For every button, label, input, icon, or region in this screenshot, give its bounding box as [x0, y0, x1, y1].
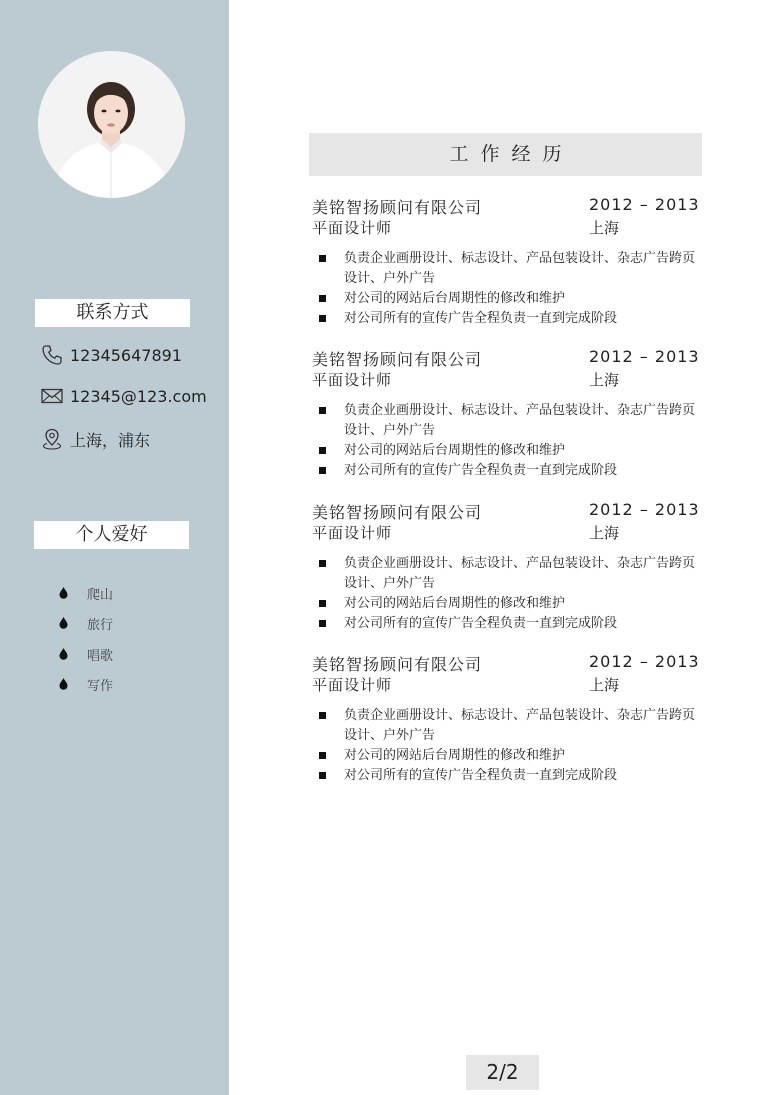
- job-role: 平面设计师: [312, 676, 393, 694]
- contact-location: [40, 427, 150, 451]
- drop-icon: [59, 648, 68, 660]
- duty-text: 对公司的网站后台周期性的修改和维护: [344, 748, 566, 763]
- duty-item: [312, 289, 704, 309]
- square-bullet-icon: [319, 712, 326, 719]
- job-city: 上海: [589, 524, 620, 542]
- phone-icon: [40, 343, 64, 367]
- square-bullet-icon: [319, 772, 326, 779]
- square-bullet-icon: [319, 560, 326, 567]
- duty-item: [312, 249, 704, 289]
- phone-text: 12345647891: [70, 345, 182, 365]
- duty-item: [312, 614, 704, 634]
- job-role: 平面设计师: [312, 219, 393, 237]
- duty-item: [312, 461, 704, 481]
- job-company: 美铭智扬顾问有限公司: [312, 198, 483, 217]
- page-number: 2/2: [466, 1055, 539, 1090]
- job-dates: 2012 – 2013: [589, 500, 700, 519]
- duty-text: 对公司所有的宣传广告全程负责一直到完成阶段: [344, 463, 618, 478]
- job-dates: 2012 – 2013: [589, 652, 700, 671]
- mail-icon: [40, 384, 64, 408]
- duty-text: 对公司的网站后台周期性的修改和维护: [344, 443, 566, 458]
- hobby-label: 唱歌: [87, 648, 114, 664]
- duty-text: 负责企业画册设计、标志设计、产品包装设计、杂志广告跨页设计、户外广告: [344, 708, 696, 743]
- square-bullet-icon: [319, 620, 326, 627]
- job-company: 美铭智扬顾问有限公司: [312, 350, 483, 369]
- square-bullet-icon: [319, 600, 326, 607]
- drop-icon: [59, 617, 68, 629]
- hobby-item: [59, 583, 113, 603]
- square-bullet-icon: [319, 447, 326, 454]
- duty-item: [312, 746, 704, 766]
- duty-text: 负责企业画册设计、标志设计、产品包装设计、杂志广告跨页设计、户外广告: [344, 403, 696, 438]
- job-duties: [312, 249, 704, 329]
- location-pin-icon: [40, 427, 64, 451]
- job-company: 美铭智扬顾问有限公司: [312, 503, 483, 522]
- duty-item: [312, 766, 704, 786]
- square-bullet-icon: [319, 407, 326, 414]
- job-company: 美铭智扬顾问有限公司: [312, 655, 483, 674]
- hobby-label: 旅行: [87, 617, 114, 633]
- job-duties: [312, 401, 704, 481]
- duty-item: [312, 441, 704, 461]
- location-text: 上海，浦东: [70, 430, 151, 450]
- contact-phone: [40, 343, 182, 367]
- duty-item: [312, 554, 704, 594]
- job-city: 上海: [589, 219, 620, 237]
- duty-item: [312, 309, 704, 329]
- job-city: 上海: [589, 371, 620, 389]
- sidebar: [0, 0, 229, 1095]
- hobby-label: 写作: [87, 678, 114, 694]
- job-city: 上海: [589, 676, 620, 694]
- duty-text: 对公司的网站后台周期性的修改和维护: [344, 596, 566, 611]
- duty-text: 负责企业画册设计、标志设计、产品包装设计、杂志广告跨页设计、户外广告: [344, 556, 696, 591]
- duty-text: 对公司所有的宣传广告全程负责一直到完成阶段: [344, 768, 618, 783]
- square-bullet-icon: [319, 295, 326, 302]
- square-bullet-icon: [319, 467, 326, 474]
- duty-text: 负责企业画册设计、标志设计、产品包装设计、杂志广告跨页设计、户外广告: [344, 251, 696, 286]
- experience-section-title: 工作经历: [309, 133, 702, 176]
- duty-text: 对公司的网站后台周期性的修改和维护: [344, 291, 566, 306]
- duty-text: 对公司所有的宣传广告全程负责一直到完成阶段: [344, 616, 618, 631]
- duty-item: [312, 594, 704, 614]
- square-bullet-icon: [319, 315, 326, 322]
- job-duties: [312, 706, 704, 786]
- hobby-heading: 个人爱好: [34, 521, 189, 549]
- job-role: 平面设计师: [312, 371, 393, 389]
- profile-photo: [38, 51, 185, 198]
- square-bullet-icon: [319, 752, 326, 759]
- drop-icon: [59, 587, 68, 599]
- email-text: 12345@123.com: [70, 386, 207, 406]
- hobby-item: [59, 613, 113, 633]
- job-duties: [312, 554, 704, 634]
- square-bullet-icon: [319, 255, 326, 262]
- duty-item: [312, 401, 704, 441]
- job-role: 平面设计师: [312, 524, 393, 542]
- drop-icon: [59, 678, 68, 690]
- hobby-item: [59, 674, 113, 694]
- job-dates: 2012 – 2013: [589, 347, 700, 366]
- hobby-item: [59, 644, 113, 664]
- hobby-label: 爬山: [87, 587, 114, 603]
- contact-email: [40, 384, 207, 408]
- contact-heading: 联系方式: [35, 299, 190, 327]
- job-dates: 2012 – 2013: [589, 195, 700, 214]
- duty-item: [312, 706, 704, 746]
- duty-text: 对公司所有的宣传广告全程负责一直到完成阶段: [344, 311, 618, 326]
